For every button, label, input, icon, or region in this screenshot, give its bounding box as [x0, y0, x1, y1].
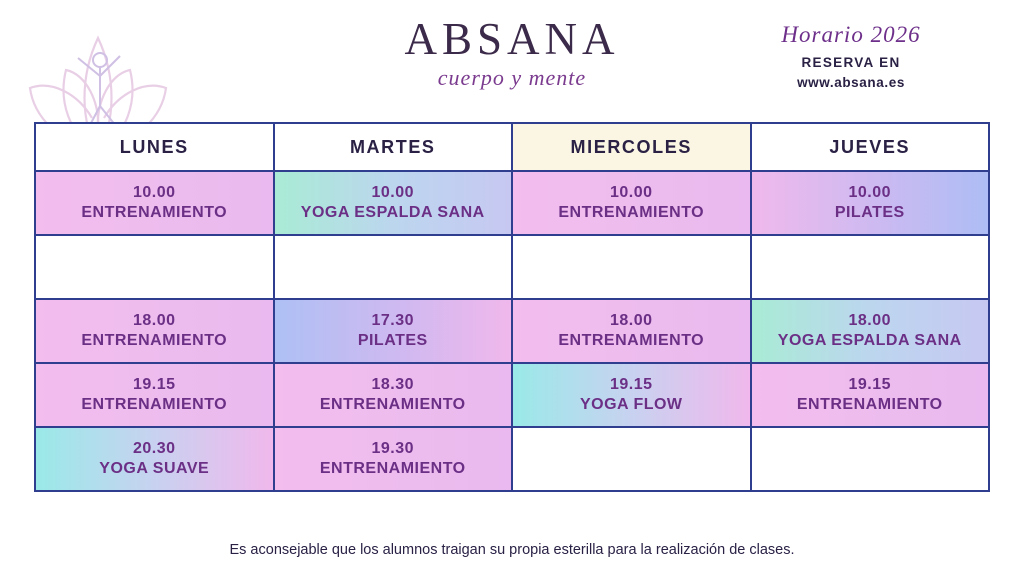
class-cell[interactable]	[512, 363, 751, 427]
class-activity: PILATES	[357, 332, 428, 349]
class-time: 18.00	[609, 311, 653, 329]
class-cell-content	[752, 236, 989, 298]
class-cell-content	[513, 172, 750, 234]
class-time: 17.30	[371, 311, 415, 329]
website-url[interactable]: www.absana.es	[797, 75, 905, 90]
class-activity: YOGA ESPALDA SANA	[777, 332, 962, 349]
class-activity: ENTRENAMIENTO	[796, 396, 943, 413]
brand-title: ABSANA	[404, 14, 620, 64]
class-cell-content	[36, 236, 273, 298]
class-activity: ENTRENAMIENTO	[81, 396, 228, 413]
table-row	[35, 299, 989, 363]
class-cell-empty	[751, 427, 990, 491]
class-cell-content	[752, 428, 989, 490]
class-cell[interactable]	[35, 363, 274, 427]
class-cell[interactable]	[274, 427, 513, 491]
table-header-row	[35, 123, 989, 171]
table-row	[35, 427, 989, 491]
class-cell[interactable]	[274, 171, 513, 235]
class-cell-content	[752, 364, 989, 426]
schedule-info-block	[726, 22, 976, 90]
class-time: 19.15	[609, 375, 653, 393]
class-activity: YOGA ESPALDA SANA	[300, 204, 485, 221]
class-time: 18.30	[371, 375, 415, 393]
class-cell-content	[513, 364, 750, 426]
class-cell-empty	[274, 235, 513, 299]
class-activity: ENTRENAMIENTO	[558, 332, 705, 349]
class-time: 19.30	[371, 439, 415, 457]
class-activity: YOGA FLOW	[579, 396, 683, 413]
class-cell-content	[275, 300, 512, 362]
class-cell[interactable]	[35, 171, 274, 235]
table-row	[35, 363, 989, 427]
footnote: Es aconsejable que los alumnos traigan su propia esterilla para la realización de clases.	[229, 542, 795, 558]
class-time: 20.30	[132, 439, 176, 457]
column-header-label: JUEVES	[829, 136, 911, 157]
class-activity: YOGA SUAVE	[99, 460, 210, 477]
column-header-jueves	[751, 123, 990, 171]
class-cell-content	[752, 172, 989, 234]
class-activity: ENTRENAMIENTO	[81, 332, 228, 349]
class-cell-content	[275, 172, 512, 234]
class-cell[interactable]	[274, 363, 513, 427]
column-header-label: MIERCOLES	[570, 136, 692, 157]
class-cell-content	[752, 300, 989, 362]
table-row	[35, 171, 989, 235]
class-time: 18.00	[848, 311, 892, 329]
class-cell-content	[275, 236, 512, 298]
brand-subtitle: cuerpo y mente	[437, 65, 587, 91]
class-activity: ENTRENAMIENTO	[319, 460, 466, 477]
class-time: 19.15	[848, 375, 892, 393]
class-cell-content	[513, 300, 750, 362]
class-time: 10.00	[132, 183, 176, 201]
class-cell-content	[275, 364, 512, 426]
class-cell-content	[36, 428, 273, 490]
class-activity: ENTRENAMIENTO	[558, 204, 705, 221]
class-cell[interactable]	[751, 171, 990, 235]
class-cell-content	[513, 236, 750, 298]
class-time: 18.00	[132, 311, 176, 329]
class-time: 10.00	[371, 183, 415, 201]
class-cell[interactable]	[274, 299, 513, 363]
class-cell-content	[36, 364, 273, 426]
column-header-martes	[274, 123, 513, 171]
column-header-label: MARTES	[349, 136, 436, 157]
class-activity: ENTRENAMIENTO	[319, 396, 466, 413]
class-cell[interactable]	[751, 299, 990, 363]
class-cell-content	[36, 300, 273, 362]
class-cell[interactable]	[512, 171, 751, 235]
class-cell-content	[36, 172, 273, 234]
class-cell[interactable]	[512, 299, 751, 363]
class-activity: PILATES	[834, 204, 905, 221]
class-cell-content	[275, 428, 512, 490]
class-time: 19.15	[132, 375, 176, 393]
class-cell-empty	[512, 235, 751, 299]
class-cell[interactable]	[751, 363, 990, 427]
class-cell[interactable]	[35, 299, 274, 363]
class-cell[interactable]	[35, 427, 274, 491]
class-cell-empty	[751, 235, 990, 299]
column-header-lunes	[35, 123, 274, 171]
class-cell-empty	[35, 235, 274, 299]
class-activity: ENTRENAMIENTO	[81, 204, 228, 221]
class-time: 10.00	[609, 183, 653, 201]
column-header-label: LUNES	[119, 136, 189, 157]
class-cell-empty	[512, 427, 751, 491]
table-row	[35, 235, 989, 299]
page-header	[0, 0, 1024, 118]
schedule-year-title: Horario 2026	[781, 22, 921, 47]
class-cell-content	[513, 428, 750, 490]
reserve-label: RESERVA EN	[801, 55, 901, 70]
class-time: 10.00	[848, 183, 892, 201]
column-header-miercoles	[512, 123, 751, 171]
schedule-table	[34, 122, 990, 492]
